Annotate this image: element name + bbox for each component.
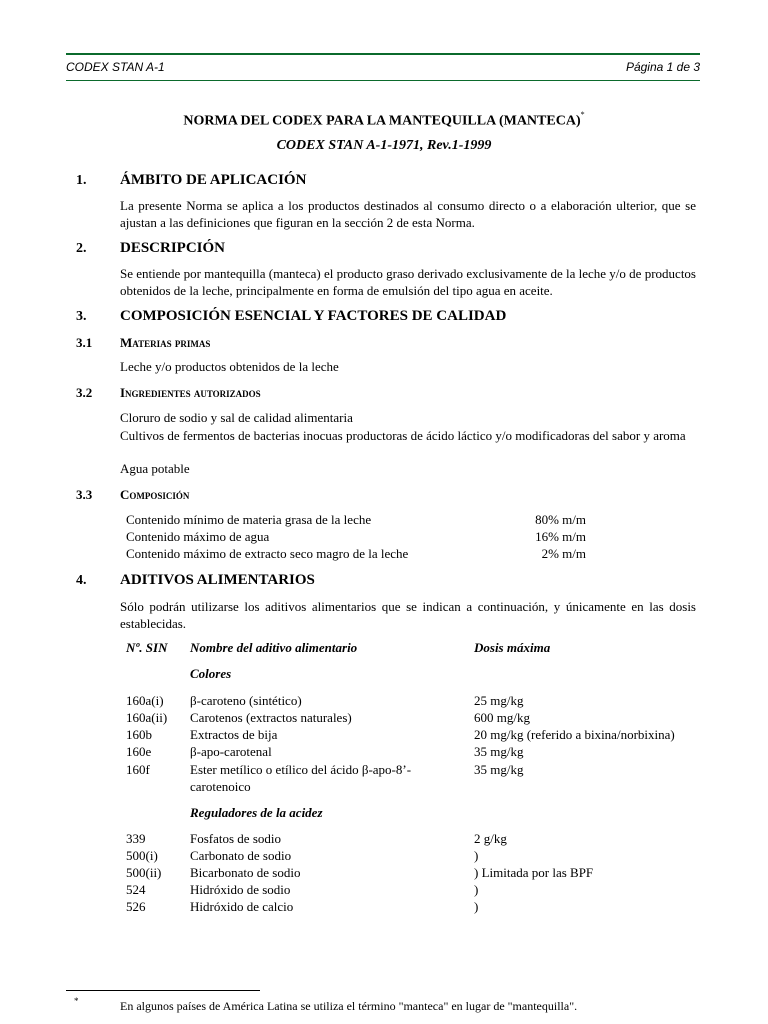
ingredient-line: Agua potable [120, 461, 190, 476]
composition-label: Contenido máximo de agua [126, 529, 270, 544]
header-doc-code: CODEX STAN A-1 [66, 60, 165, 74]
section-4-number: 4. [76, 573, 87, 588]
footnote-reference[interactable]: * [580, 110, 585, 119]
additive-name: Ester metílico o etílico del ácido β-apo-8’-carotenoico [190, 762, 412, 794]
additive-name: Fosfatos de sodio [190, 831, 281, 846]
additive-sin: 160a(i) [126, 693, 164, 708]
document-title-text: NORMA DEL CODEX PARA LA MANTEQUILLA (MANTECA) [183, 113, 581, 129]
header-top-rule [66, 53, 700, 55]
table-group-heading: Reguladores de la acidez [190, 805, 323, 820]
header-page-number: Página 1 de 3 [625, 60, 700, 74]
section-3-3-title: Composición [120, 487, 190, 502]
composition-value: 16% m/m [535, 529, 586, 544]
section-4-text: Sólo podrán utilizarse los aditivos alimentarios que se indican a continuación, y únicamente en las dosis establecidas. [120, 599, 696, 631]
additive-sin: 160a(ii) [126, 710, 168, 725]
additive-name: Carotenos (extractos naturales) [190, 710, 352, 725]
additive-dose: ) Limitada por las BPF [474, 865, 594, 880]
section-1-text: La presente Norma se aplica a los productos destinados al consumo directo o a elaboración ulterior, que se ajustan a las definiciones que figuran en la sección 2 de esta Norma. [120, 198, 696, 230]
additive-dose: 35 mg/kg [474, 744, 524, 759]
additive-sin: 500(ii) [126, 865, 162, 880]
composition-value: 2% m/m [541, 546, 586, 561]
section-1-number: 1. [76, 173, 87, 188]
additive-dose: 2 g/kg [474, 831, 507, 846]
additive-sin: 500(i) [126, 848, 158, 863]
additive-name: Carbonato de sodio [190, 848, 292, 863]
composition-label: Contenido mínimo de materia grasa de la leche [126, 512, 372, 527]
additive-dose: 600 mg/kg [474, 710, 530, 725]
document-title [0, 112, 768, 130]
composition-value: 80% m/m [535, 512, 586, 527]
additive-name: Extractos de bija [190, 727, 278, 742]
additive-name: Bicarbonato de sodio [190, 865, 301, 880]
additive-dose: ) [474, 899, 479, 914]
section-3-2-title: Ingredientes autorizados [120, 385, 261, 400]
footnote-mark: * [74, 996, 79, 1006]
additive-dose: 25 mg/kg [474, 693, 524, 708]
ingredient-line: Cloruro de sodio y sal de calidad alimentaria [120, 410, 353, 425]
section-3-1-title: Materias primas [120, 335, 211, 350]
additive-sin: 524 [126, 882, 146, 897]
additive-sin: 160f [126, 762, 150, 777]
section-1-title: ÁMBITO DE APLICACIÓN [120, 172, 307, 188]
section-4-title: ADITIVOS ALIMENTARIOS [120, 572, 315, 588]
ingredient-line: Cultivos de fermentos de bacterias inocuas productoras de ácido láctico y/o modificadoras del sabor y aroma [120, 428, 686, 443]
table-group-heading: Colores [190, 666, 232, 681]
additive-sin: 526 [126, 899, 146, 914]
additive-sin: 339 [126, 831, 146, 846]
section-2-text: Se entiende por mantequilla (manteca) el producto graso derivado exclusivamente de la leche y/o de productos obtenidos de la leche, principalmente en forma de emulsión del tipo agua en aceite. [120, 266, 696, 298]
additive-dose: ) [474, 882, 479, 897]
additive-name: β-caroteno (sintético) [190, 693, 302, 708]
table-header-sin: Nº. SIN [126, 640, 168, 655]
section-3-3-number: 3.3 [76, 487, 93, 502]
additive-name: Hidróxido de sodio [190, 882, 291, 897]
section-2-title: DESCRIPCIÓN [120, 240, 226, 256]
section-3-2-number: 3.2 [76, 385, 93, 400]
section-3-1-text: Leche y/o productos obtenidos de la leche [120, 359, 339, 374]
section-3-1-number: 3.1 [76, 335, 93, 350]
document-subtitle: CODEX STAN A-1-1971, Rev.1-1999 [276, 138, 492, 153]
running-header [66, 60, 700, 74]
additive-sin: 160b [126, 727, 152, 742]
composition-label: Contenido máximo de extracto seco magro de la leche [126, 546, 409, 561]
section-2-number: 2. [76, 241, 87, 256]
header-bottom-rule [66, 80, 700, 81]
additive-name: Hidróxido de calcio [190, 899, 294, 914]
table-header-dose: Dosis máxima [474, 640, 551, 655]
section-3-number: 3. [76, 309, 87, 324]
footnote-text: En algunos países de América Latina se utiliza el término "manteca" en lugar de "mantequilla". [120, 999, 578, 1013]
table-header-name: Nombre del aditivo alimentario [190, 640, 358, 655]
additive-sin: 160e [126, 744, 152, 759]
additive-dose: ) [474, 848, 479, 863]
additive-name: β-apo-carotenal [190, 744, 272, 759]
additive-dose: 20 mg/kg (referido a bixina/norbixina) [474, 727, 675, 742]
section-3-title: COMPOSICIÓN ESENCIAL Y FACTORES DE CALIDAD [120, 308, 507, 324]
footnote-separator [66, 990, 260, 991]
additive-dose: 35 mg/kg [474, 762, 524, 777]
